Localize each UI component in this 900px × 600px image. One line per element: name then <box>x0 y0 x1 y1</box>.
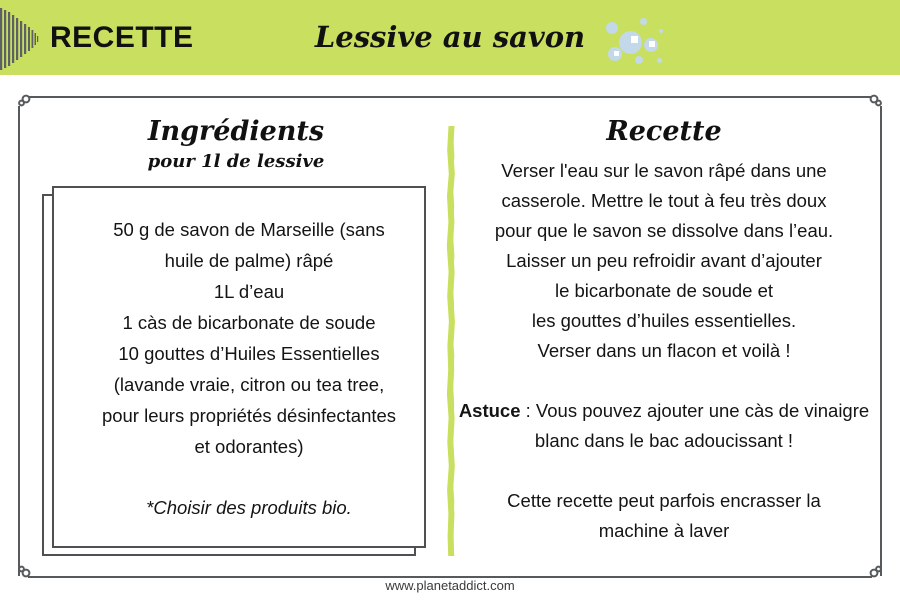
ingredient-line: huile de palme) râpé <box>164 250 334 271</box>
ingredient-line: et odorantes) <box>194 436 304 457</box>
frame-line-top <box>28 96 872 98</box>
header-badge-label: RECETTE <box>50 21 194 54</box>
recipe-line: le bicarbonate de soude et <box>554 280 774 301</box>
footer-url: www.planetaddict.com <box>385 578 515 593</box>
recipe-tip-text: : Vous pouvez ajouter une càs de vinaigre blanc dans le bac adoucissant ! <box>520 400 870 451</box>
recipe-steps <box>458 156 870 366</box>
recipe-content <box>18 100 882 566</box>
ingredient-line: (lavande vraie, citron ou tea tree, <box>113 374 385 395</box>
recipe-warning-line: Cette recette peut parfois encrasser la <box>507 490 821 511</box>
ingredients-note: *Choisir des produits bio. <box>146 497 352 518</box>
soap-bubbles-icon <box>602 14 674 66</box>
recipe-line: pour que le savon se dissolve dans l’eau. <box>494 220 834 241</box>
recipe-column <box>458 100 870 566</box>
header-band <box>0 0 900 75</box>
ingredient-line: 1L d’eau <box>213 281 285 302</box>
ingredient-line: 50 g de savon de Marseille (sans <box>113 219 385 240</box>
ingredients-heading: Ingrédients <box>147 116 325 147</box>
ingredients-box <box>42 186 426 556</box>
recipe-tip <box>458 396 870 456</box>
recipe-line: Verser dans un flacon et voilà ! <box>537 340 791 361</box>
recipe-line: les gouttes d’huiles essentielles. <box>531 310 797 331</box>
ingredients-box-inner-border <box>52 186 426 548</box>
ingredient-line: 1 càs de bicarbonate de soude <box>122 312 376 333</box>
recipe-warning <box>458 486 870 546</box>
recipe-line: Verser l'eau sur le savon râpé dans une <box>501 160 827 181</box>
ingredients-column <box>30 100 442 566</box>
ingredients-subheading: pour 1l de lessive <box>147 151 325 172</box>
recipe-line: casserole. Mettre le tout à feu très doux <box>501 190 827 211</box>
recipe-line: Laisser un peu refroidir avant d’ajouter <box>506 250 822 271</box>
ingredient-line: 10 gouttes d’Huiles Essentielles <box>118 343 380 364</box>
ingredients-list <box>68 192 430 523</box>
recipe-tip-label: Astuce <box>458 400 521 421</box>
ingredient-line: pour leurs propriétés désinfectantes <box>101 405 397 426</box>
page-title: Lessive au savon <box>314 20 586 54</box>
recipe-heading: Recette <box>606 116 722 147</box>
recipe-warning-line: machine à laver <box>598 520 730 541</box>
